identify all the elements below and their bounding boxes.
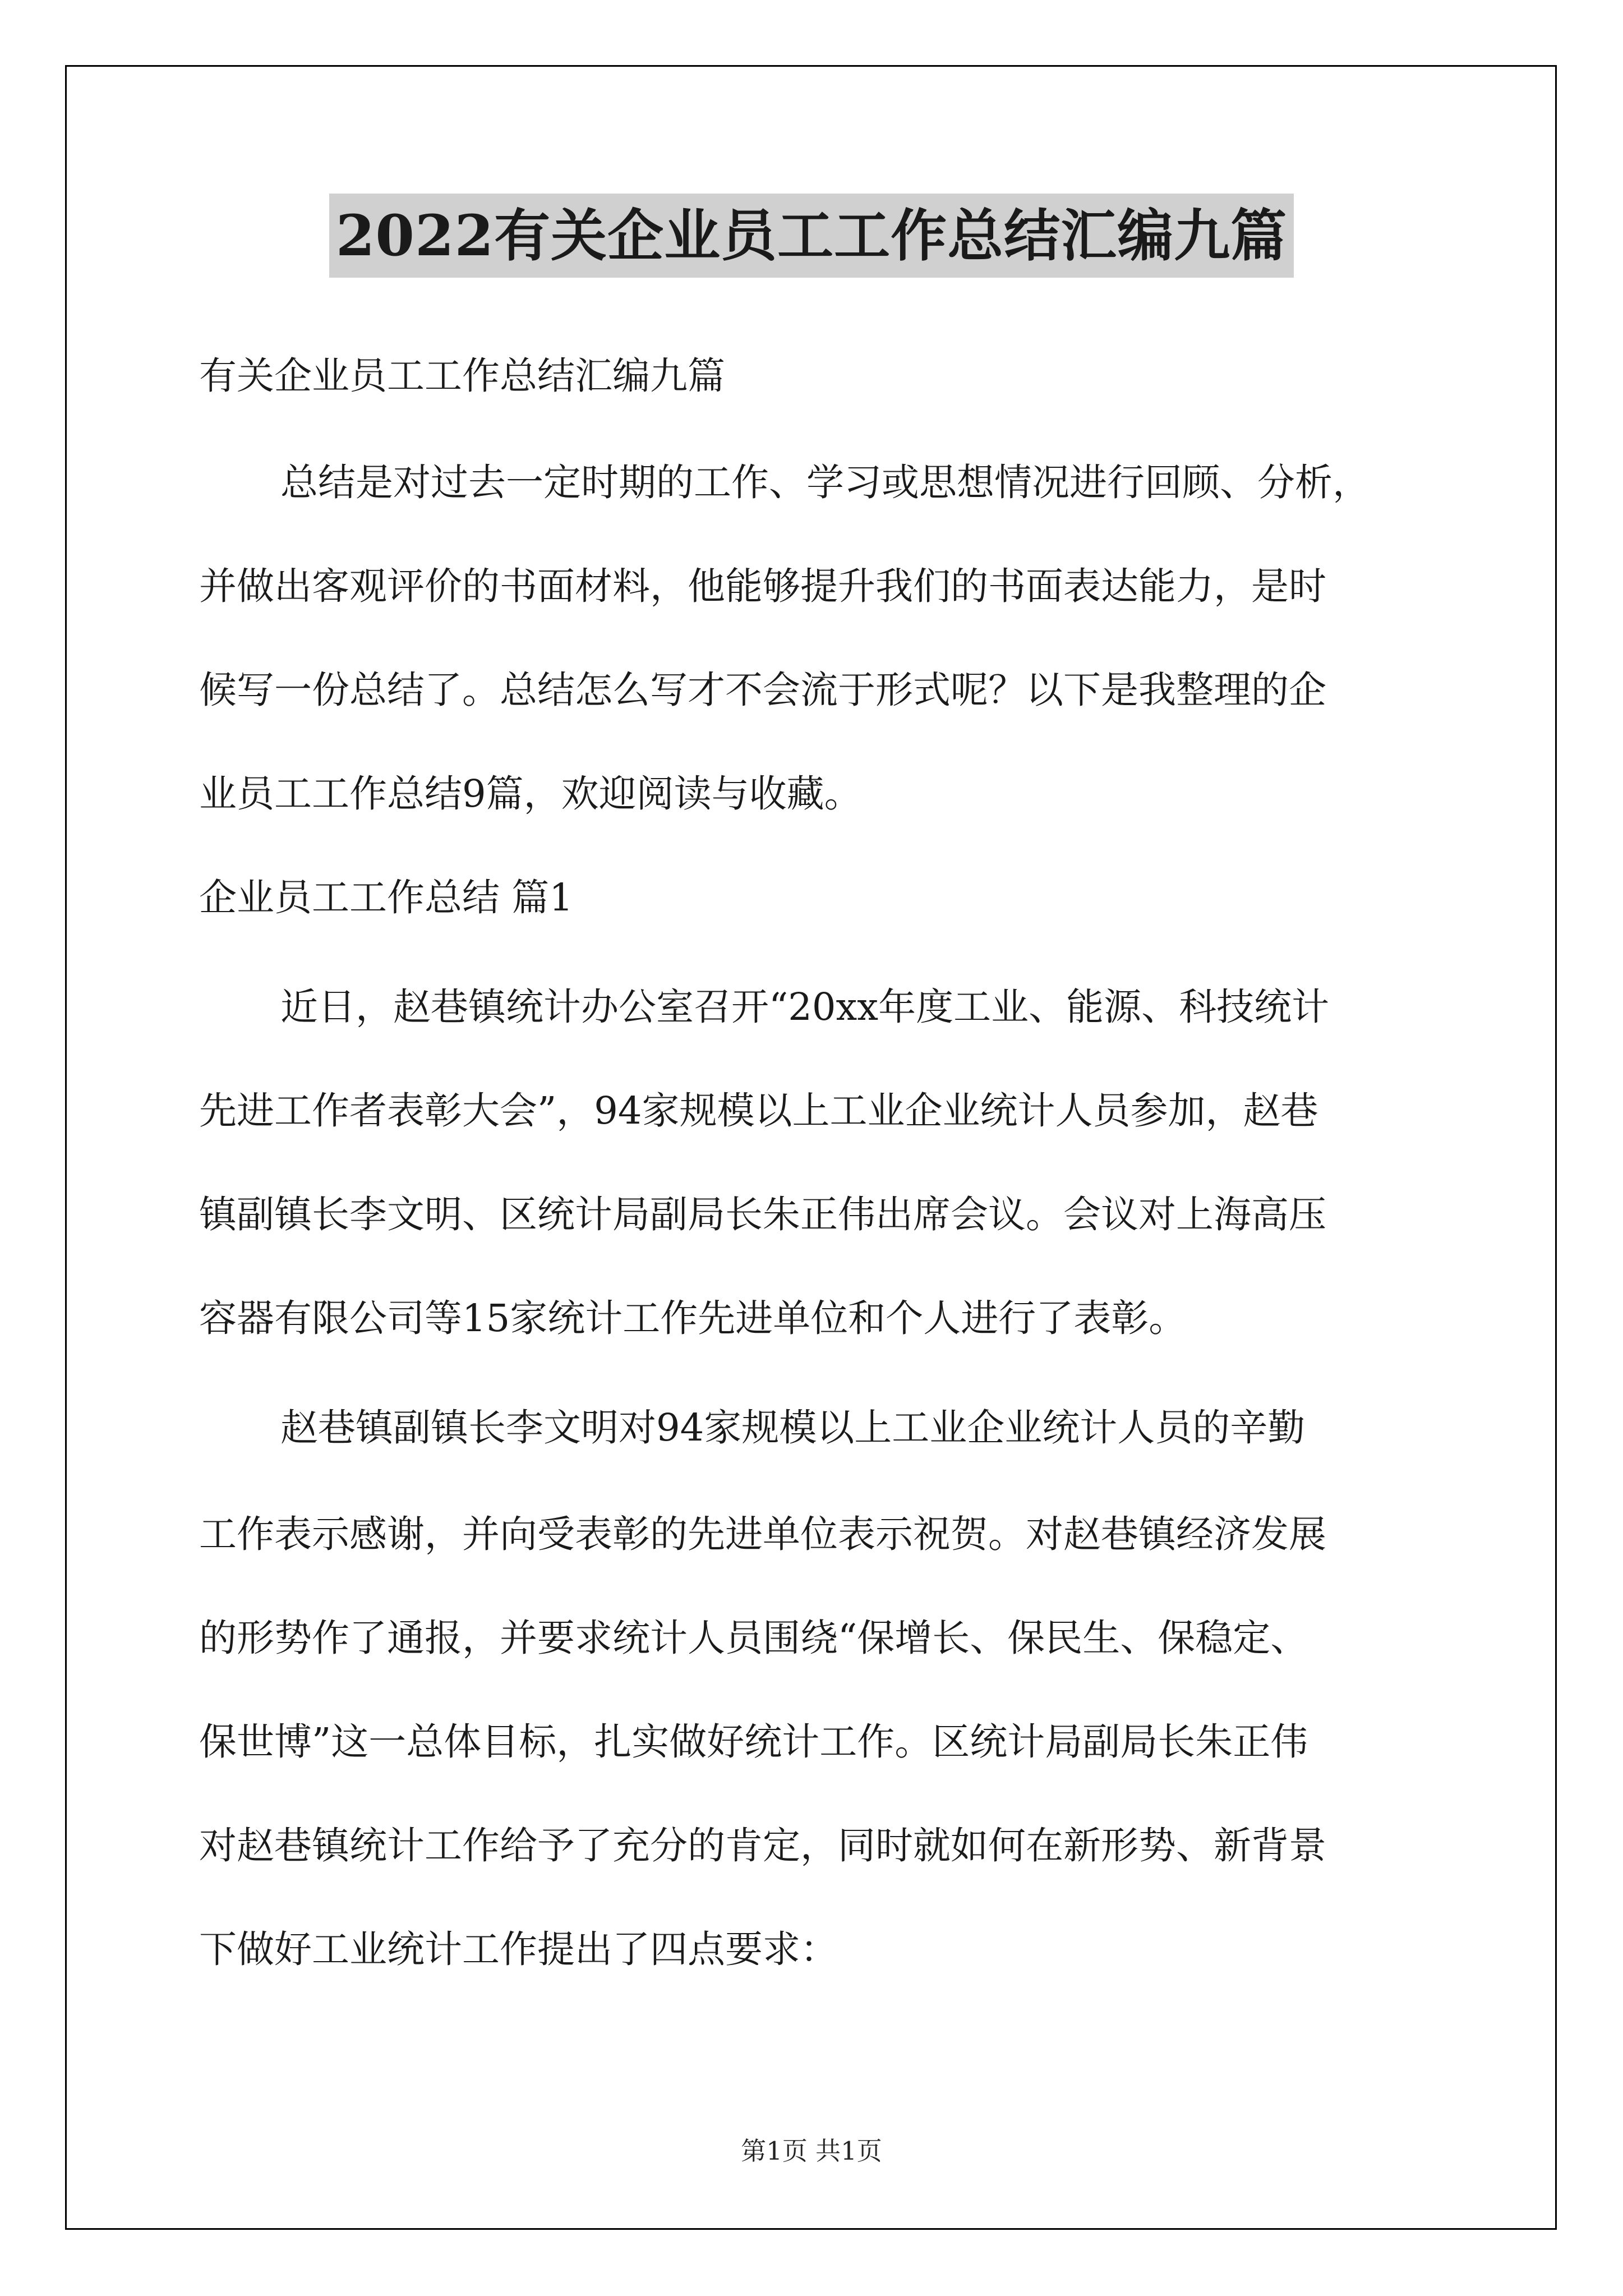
title-container <box>0 194 1623 278</box>
paragraph-line: 并做出客观评价的书面材料，他能够提升我们的书面表达能力，是时 <box>199 564 1326 608</box>
paragraph-line: 业员工工作总结9篇，欢迎阅读与收藏。 <box>199 772 862 816</box>
paragraph-line: 下做好工业统计工作提出了四点要求： <box>199 1927 838 1971</box>
paragraph-line: 保世博”这一总体目标，扎实做好统计工作。区统计局副局长朱正伟 <box>199 1720 1308 1764</box>
paragraph-line: 总结是对过去一定时期的工作、学习或思想情况进行回顾、分析， <box>280 461 1370 504</box>
paragraph-line: 对赵巷镇统计工作给予了充分的肯定，同时就如何在新形势、新背景 <box>199 1824 1326 1867</box>
paragraph-line: 镇副镇长李文明、区统计局副局长朱正伟出席会议。会议对上海高压 <box>199 1193 1326 1236</box>
paragraph-line: 容器有限公司等15家统计工作先进单位和个人进行了表彰。 <box>199 1296 1187 1340</box>
section-heading: 企业员工工作总结 篇1 <box>199 876 573 919</box>
document-title: 2022有关企业员工工作总结汇编九篇 <box>329 194 1294 278</box>
paragraph-line: 的形势作了通报，并要求统计人员围绕“保增长、保民生、保稳定、 <box>199 1616 1308 1660</box>
paragraph-line: 近日，赵巷镇统计办公室召开“20xx年度工业、能源、科技统计 <box>280 985 1330 1029</box>
page-footer: 第1页 共1页 <box>741 2136 882 2166</box>
document-subtitle: 有关企业员工工作总结汇编九篇 <box>199 354 725 398</box>
paragraph-line: 工作表示感谢，并向受表彰的先进单位表示祝贺。对赵巷镇经济发展 <box>199 1512 1326 1556</box>
paragraph-line: 赵巷镇副镇长李文明对94家规模以上工业企业统计人员的辛勤 <box>280 1406 1306 1450</box>
paragraph-line: 候写一份总结了。总结怎么写才不会流于形式呢？以下是我整理的企 <box>199 668 1326 712</box>
paragraph-line: 先进工作者表彰大会”，94家规模以上工业企业统计人员参加，赵巷 <box>199 1089 1318 1133</box>
